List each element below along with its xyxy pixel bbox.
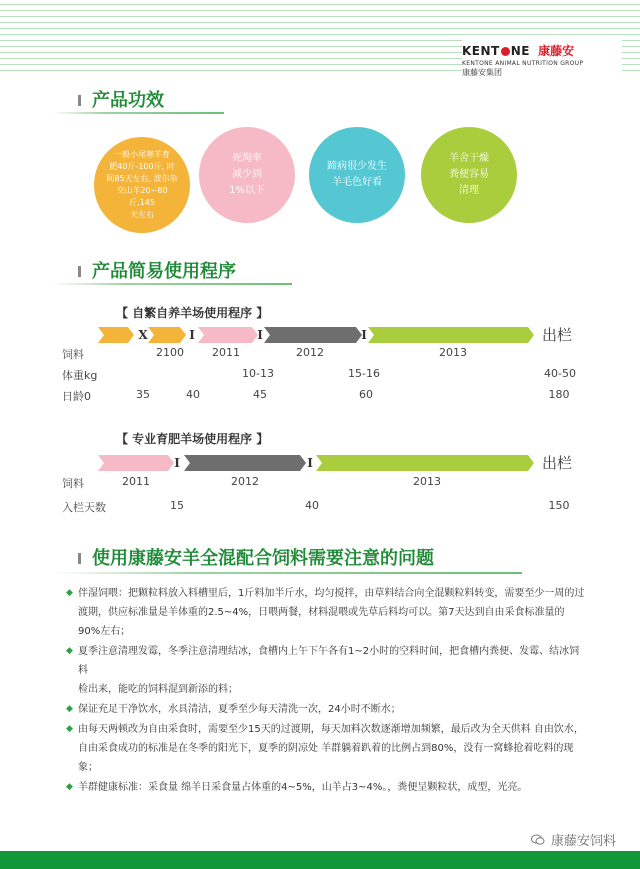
- stage-arrow-1: [98, 455, 174, 471]
- stage-arrow-2: [148, 327, 186, 343]
- feed-value: 2100: [156, 346, 184, 359]
- diamond-bullet-icon: ◆: [66, 588, 73, 598]
- age-value: 45: [253, 388, 267, 401]
- feed-value: 2011: [122, 475, 150, 488]
- weight-value: 10-13: [242, 367, 274, 380]
- diamond-bullet-icon: ◆: [66, 646, 73, 656]
- note-item: ◆ 夏季注意清理发霉，冬季注意清理结冰，食槽内上午下午各有1~2小时的空料时间，把食槽内粪便、发霉、结冰饲料 检出来，能吃的饲料混到新添的料；: [66, 642, 586, 699]
- program1-title: 【 自繁自养羊场使用程序 】: [116, 306, 269, 320]
- row-label-weight: 体重kg: [62, 369, 98, 382]
- program2-out-label: 出栏: [542, 454, 573, 472]
- row-label-feed: 饲料: [62, 477, 84, 490]
- diamond-bullet-icon: ◆: [66, 782, 73, 792]
- stage-separator: I: [257, 328, 263, 342]
- note-item: ◆ 伴湿饲喂：把颗粒料放入料槽里后，1斤料加半斤水，均匀搅拌，由草料结合向全混颗粒料转变，需要至少一周的过 渡期，供应标准量是羊体重的2.5~4%，日喂两餐，材料混喂或先草后料均可以。第7天达到自由采食标准量的 90%左右；: [66, 584, 586, 641]
- logo-red-dot-icon: [501, 47, 510, 56]
- note-item: ◆ 羊群健康标准：采食量 绵羊日采食量占体重的4~5%，山羊占3~4%。，粪便呈颗粒状，成型，光亮。: [66, 778, 586, 797]
- diamond-bullet-icon: ◆: [66, 724, 73, 734]
- efficacy-circle-growth: 一般小尾寒羊育 肥40斤-100斤, 时 间85天左右, 波尔杂 交山羊20~80斤,145 天左右: [94, 137, 190, 233]
- wechat-watermark: [531, 830, 616, 849]
- diamond-bullet-icon: ◆: [66, 704, 73, 714]
- notes-list: [66, 584, 586, 798]
- company-logo: [462, 40, 622, 78]
- feed-value: 2013: [439, 346, 467, 359]
- section-tick: [78, 95, 81, 106]
- stage-separator: I: [189, 328, 195, 342]
- section-title-efficacy: 产品功效: [92, 90, 164, 111]
- stage-separator: I: [361, 328, 367, 342]
- days-value: 150: [548, 499, 570, 512]
- days-value: 40: [305, 499, 319, 512]
- program2-title: 【 专业育肥羊场使用程序 】: [116, 432, 269, 446]
- feed-value: 2012: [296, 346, 324, 359]
- logo-subtitle: KENTONE ANIMAL NUTRITION GROUP: [462, 60, 584, 67]
- feed-value: 2012: [231, 475, 259, 488]
- stage-arrow-2: [184, 455, 306, 471]
- stage-separator: I: [174, 456, 180, 470]
- efficacy-circle-mortality: 死淘率 减少到 1%以下: [199, 127, 295, 223]
- wechat-icon: [531, 834, 545, 846]
- days-value: 15: [170, 499, 184, 512]
- efficacy-circle-dry: 羊舍干燥 粪便容易 清理: [421, 127, 517, 223]
- stage-arrow-1: [98, 327, 134, 343]
- age-value: 60: [359, 388, 373, 401]
- logo-group-name: 康藤安集团: [462, 68, 502, 77]
- section-title-notes: 使用康藤安羊全混配合饲料需要注意的问题: [92, 548, 434, 569]
- age-value: 180: [548, 388, 570, 401]
- section-underline: [52, 572, 522, 574]
- efficacy-circle-hoof: 蹄病很少发生 羊毛色好看: [309, 127, 405, 223]
- stage-arrow-4: [264, 327, 362, 343]
- section-tick: [78, 266, 81, 277]
- feed-value: 2013: [413, 475, 441, 488]
- row-label-feed: 饲料: [62, 348, 84, 361]
- section-tick: [78, 553, 81, 564]
- stage-arrow-5: [368, 327, 534, 343]
- section-title-program: 产品简易使用程序: [92, 261, 236, 282]
- age-value: 35: [136, 388, 150, 401]
- section-underline: [52, 112, 224, 114]
- feed-value: 2011: [212, 346, 240, 359]
- note-item: ◆ 保证充足干净饮水，水具清洁，夏季至少每天清洗一次，24小时不断水；: [66, 700, 586, 719]
- footer-bar: [0, 851, 640, 869]
- age-value: 40: [186, 388, 200, 401]
- stage-arrow-3: [198, 327, 258, 343]
- row-label-age: 日龄0: [62, 390, 91, 403]
- stage-separator: X: [138, 328, 148, 342]
- weight-value: 15-16: [348, 367, 380, 380]
- program1-out-label: 出栏: [542, 326, 573, 344]
- logo-brand-en: KENT NE: [462, 44, 530, 58]
- note-item: ◆ 由每天两顿改为自由采食时，需要至少15天的过渡期，每天加料次数逐渐增加频繁，最后改为全天供料 自由饮水， 自由采食成功的标准是在冬季的阳光下，夏季的阴凉处 羊群躺着趴着的比例占到80%，没有一窝蜂抢着吃料的现 象；: [66, 720, 586, 777]
- stage-separator: I: [307, 456, 313, 470]
- row-label-days: 入栏天数: [62, 501, 106, 514]
- logo-brand-cn: 康藤安: [538, 44, 575, 58]
- section-underline: [52, 283, 292, 285]
- watermark-text: 康藤安饲料: [550, 834, 616, 849]
- weight-value: 40-50: [544, 367, 576, 380]
- stage-arrow-3: [316, 455, 534, 471]
